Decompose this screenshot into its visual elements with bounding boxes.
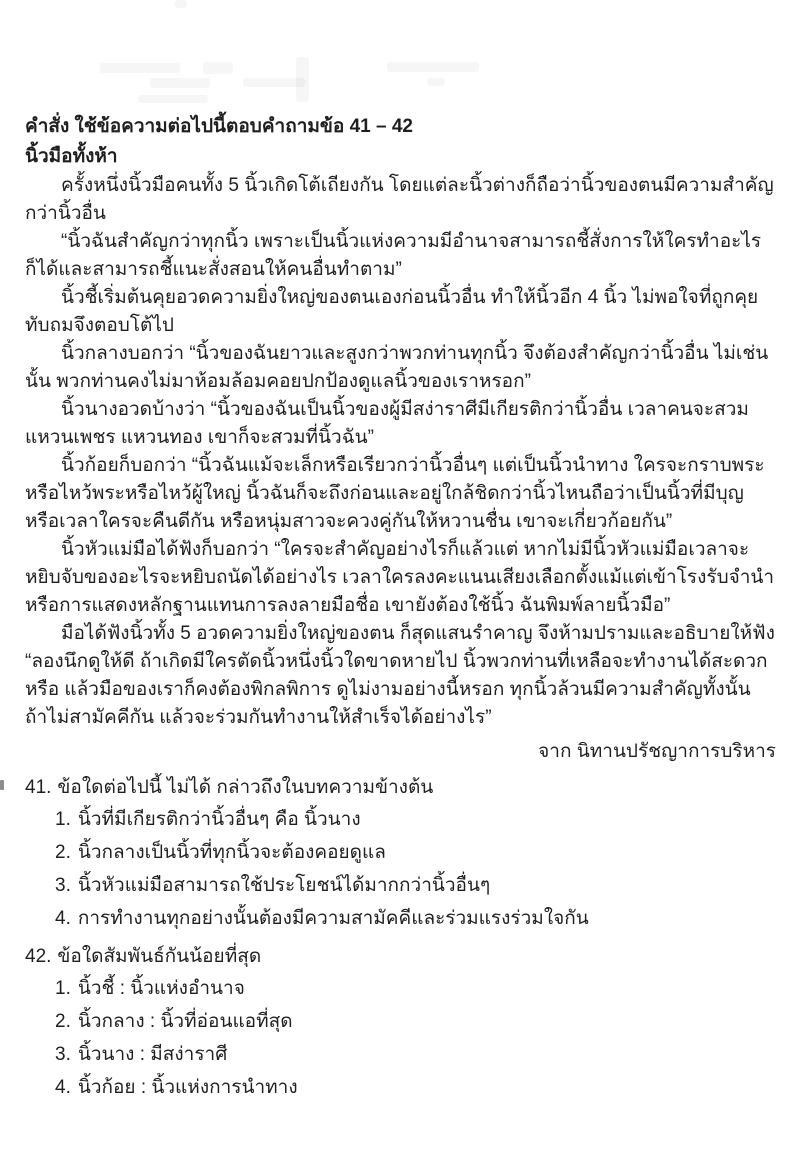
document-content — [25, 112, 776, 1104]
choice-label: นิ้วกลางเป็นนิ้วที่ทุกนิ้วจะต้องคอยดูแล — [77, 842, 386, 863]
question-42-choice-1 — [55, 972, 776, 1005]
passage-paragraph-5: นิ้วนางอวดบ้างว่า “นิ้วของฉันเป็นนิ้วของผู้มีสง่าราศีมีเกียรติกว่านิ้วอื่น เวลาคนจะสวมแหวนเพชร แหวนทอง เขาก็จะสวมที่นิ้วฉัน” — [25, 399, 749, 448]
choice-number: 2. — [55, 842, 71, 863]
passage — [25, 172, 776, 766]
choice-label: นิ้วนาง : มีสง่าราศี — [77, 1044, 228, 1065]
passage-paragraph-2: “นิ้วฉันสำคัญกว่าทุกนิ้ว เพราะเป็นนิ้วแห่งความมีอำนาจสามารถชี้สั่งการให้ใครทำอะไรก็ได้และสามารถชี้แนะสั่งสอนให้คนอื่นทำตาม” — [25, 231, 762, 280]
choice-number: 1. — [55, 809, 71, 830]
scan-artifact — [387, 62, 479, 72]
question-41-number: 41. — [25, 777, 52, 798]
choice-number: 2. — [55, 1011, 71, 1032]
choice-label: นิ้วก้อย : นิ้วแห่งการนำทาง — [77, 1077, 298, 1098]
question-42 — [25, 941, 776, 1104]
choice-label: นิ้วที่มีเกียรติกว่านิ้วอื่นๆ คือ นิ้วนาง — [77, 809, 361, 830]
choice-number: 1. — [55, 978, 71, 999]
choice-number: 3. — [55, 875, 71, 896]
question-42-number: 42. — [25, 946, 52, 967]
passage-paragraph-3: นิ้วชี้เริ่มต้นคุยอวดความยิ่งใหญ่ของตนเองก่อนนิ้วอื่น ทำให้นิ้วอีก 4 นิ้ว ไม่พอใจที่ถูกคุยทับถมจึงตอบโต้ไป — [25, 287, 759, 336]
scan-artifact — [175, 0, 187, 8]
choice-label: นิ้วกลาง : นิ้วที่อ่อนแอที่สุด — [77, 1011, 293, 1032]
passage-paragraph-8: มือได้ฟังนิ้วทั้ง 5 อวดความยิ่งใหญ่ของตน ก็สุดแสนรำคาญ จึงห้ามปรามและอธิบายให้ฟัง “ลองนึกดูให้ดี ถ้าเกิดมีใครตัดนิ้วหนึ่งนิ้วใดขาดหายไป นิ้วพวกท่านที่เหลือจะทำงานได้สะดวกหรือ แล้วมือของเราก็คงต้องพิกลพิการ ดูไม่งามอย่างนี้หรอก ทุกนิ้วล้วนมีความสำคัญทั้งนั้น ถ้าไม่สามัคคีกัน แล้วจะร่วมกันทำงานให้สำเร็จได้อย่างไร” — [25, 623, 775, 728]
scan-edge-artifact — [0, 780, 4, 790]
scan-artifact — [138, 95, 208, 103]
choice-label: การทำงานทุกอย่างนั้นต้องมีความสามัคคีและร่วมแรงร่วมใจกัน — [77, 908, 589, 929]
question-42-choice-2 — [55, 1005, 776, 1038]
question-42-choice-3 — [55, 1038, 776, 1071]
question-41-choices — [55, 803, 776, 935]
choice-number: 4. — [55, 1077, 71, 1098]
passage-paragraph-1: ครั้งหนึ่งนิ้วมือคนทั้ง 5 นิ้วเกิดโต้เถียงกัน โดยแต่ละนิ้วต่างก็ถือว่านิ้วของตนมีความสำคัญกว่านิ้วอื่น — [25, 175, 774, 224]
scan-artifact — [100, 63, 180, 73]
question-42-choices — [55, 972, 776, 1104]
choice-number: 4. — [55, 908, 71, 929]
question-41-choice-2 — [55, 836, 776, 869]
question-42-line — [25, 941, 776, 972]
question-41-choice-1 — [55, 803, 776, 836]
question-42-text: ข้อใดสัมพันธ์กันน้อยที่สุด — [57, 946, 262, 967]
passage-paragraph-4: นิ้วกลางบอกว่า “นิ้วของฉันยาวและสูงกว่าพวกท่านทุกนิ้ว จึงต้องสำคัญกว่านิ้วอื่น ไม่เช่นนั้น พวกท่านคงไม่มาห้อมล้อมคอยปกป้องดูแลนิ้วของเราหรอก” — [25, 343, 769, 392]
passage-attribution: จาก นิทานปรัชญาการบริหาร — [538, 741, 776, 762]
passage-title: นิ้วมือทั้งห้า — [25, 146, 118, 167]
scan-artifact — [427, 78, 445, 86]
passage-paragraph-6: นิ้วก้อยก็บอกว่า “นิ้วฉันแม้จะเล็กหรือเรียวกว่านิ้วอื่นๆ แต่เป็นนิ้วนำทาง ใครจะกราบพระหรือไหว้พระหรือไหว้ผู้ใหญ่ นิ้วฉันก็จะถึงก่อนและอยู่ใกล้ชิดกว่านิ้วไหนถือว่าเป็นนิ้วที่มีบุญ หรือเวลาใครจะคืนดีกัน หรือหนุ่มสาวจะควงคู่กันให้หวานชื่น เขาจะเกี่ยวก้อยกัน” — [25, 455, 765, 532]
question-41-text: ข้อใดต่อไปนี้ ไม่ได้ กล่าวถึงในบทความข้างต้น — [57, 777, 434, 798]
scan-artifact — [296, 57, 309, 102]
choice-label: นิ้วหัวแม่มือสามารถใช้ประโยชน์ได้มากกว่านิ้วอื่นๆ — [77, 875, 491, 896]
passage-paragraph-7: นิ้วหัวแม่มือได้ฟังก็บอกว่า “ใครจะสำคัญอย่างไรก็แล้วแต่ หากไม่มีนิ้วหัวแม่มือเวลาจะหยิบจับของอะไรจะหยิบถนัดได้อย่างไร เวลาใครลงคะแนนเสียงเลือกตั้งแม้แต่เข้าโรงรับจำนำ หรือการแสดงหลักฐานแทนการลงลายมือชื่อ เขายังต้องใช้นิ้ว ฉันพิมพ์ลายนิ้วมือ” — [25, 539, 775, 616]
choice-number: 3. — [55, 1044, 71, 1065]
question-41-line — [25, 772, 776, 803]
question-41-choice-4 — [55, 902, 776, 935]
question-41-choice-3 — [55, 869, 776, 902]
scan-artifact — [203, 62, 233, 74]
choice-label: นิ้วชี้ : นิ้วแห่งอำนาจ — [77, 978, 245, 999]
question-42-choice-4 — [55, 1071, 776, 1104]
question-41 — [25, 772, 776, 935]
scan-artifact — [150, 78, 210, 88]
instruction-line: คำสั่ง ใช้ข้อความต่อไปนี้ตอบคำถามข้อ 41 – 42 — [25, 116, 413, 137]
